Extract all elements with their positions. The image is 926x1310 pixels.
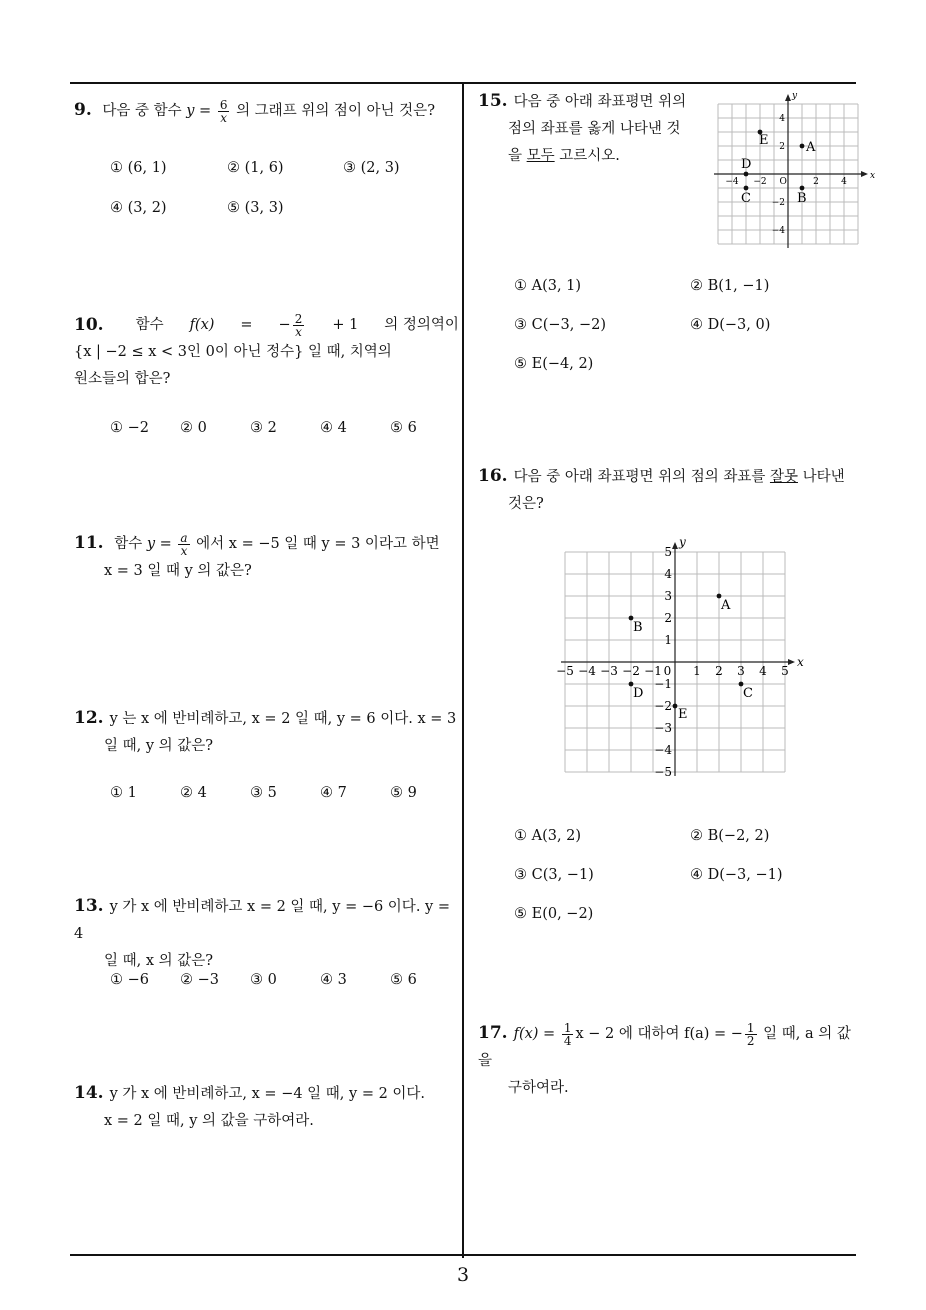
- question-10: 10. 함수 f(x) = − $\frac{2}{x}$ + 1 의 정의역이 {x | −2 ≤ x < 3인 0이 아닌 정수} 일 때, 치역의 원소들의 합은?: [74, 311, 459, 387]
- question-11: 11. 함수 y = $\frac{a}{x}$ 에서 x = −5 일 때 y = 3 이라고 하면 x = 3 일 때 y 의 값은?: [74, 530, 440, 579]
- choice-1[interactable]: ① −2: [110, 420, 149, 436]
- origin-label: O: [779, 177, 787, 187]
- coordinate-plane-15: [706, 91, 876, 247]
- y-tick-label: −2: [654, 699, 672, 714]
- x-tick-label: 3: [737, 664, 745, 678]
- question-number: 10.: [74, 315, 104, 335]
- x-tick-label: 1: [693, 664, 701, 678]
- choice-4[interactable]: ④ D(−3, 0): [690, 317, 771, 333]
- x-axis-arrow: [861, 171, 868, 177]
- y-axis-label: y: [792, 91, 798, 101]
- question-number: 9.: [74, 100, 92, 120]
- fraction: $\frac{2}{x}$: [294, 311, 303, 339]
- choice-2[interactable]: ② 0: [180, 420, 207, 436]
- choice-2[interactable]: ② −3: [180, 972, 219, 988]
- x-tick-label: 4: [841, 177, 847, 187]
- choice-4[interactable]: ④ 4: [320, 420, 347, 436]
- question-13: 13. y 가 x 에 반비례하고 x = 2 일 때, y = −6 이다. y = 4 일 때, x 의 값은?: [74, 896, 450, 969]
- choice-5[interactable]: ⑤ E(−4, 2): [514, 356, 594, 372]
- x-tick-label: −5: [556, 664, 574, 678]
- y-tick-label: −5: [654, 765, 672, 780]
- question-number: 14.: [74, 1083, 104, 1103]
- coordinate-plane-16: [558, 528, 814, 778]
- y-tick-label: −1: [654, 677, 672, 692]
- choice-3[interactable]: ③ C(3, −1): [514, 867, 594, 883]
- choice-5[interactable]: ⑤ 6: [390, 972, 417, 988]
- x-tick-label: −2: [753, 177, 767, 187]
- choice-3[interactable]: ③ C(−3, −2): [514, 317, 606, 333]
- point-label-e: E: [759, 133, 769, 148]
- choice-1[interactable]: ① −6: [110, 972, 149, 988]
- x-axis-arrow: [788, 659, 795, 665]
- choice-5[interactable]: ⑤ (3, 3): [227, 200, 284, 216]
- choice-3[interactable]: ③ 0: [250, 972, 277, 988]
- x-tick-label: 5: [781, 664, 789, 678]
- choice-5[interactable]: ⑤ 6: [390, 420, 417, 436]
- question-9: 9. 다음 중 함수 y = $\frac{6}{x}$ 의 그래프 위의 점이 아닌 것은?: [74, 97, 435, 125]
- y-tick-label: −4: [654, 743, 672, 758]
- question-12: 12. y 는 x 에 반비례하고, x = 2 일 때, y = 6 이다. x = 3 일 때, y 의 값은?: [74, 708, 457, 754]
- x-tick-label: 4: [759, 664, 767, 678]
- question-number: 12.: [74, 708, 104, 728]
- column-divider: [462, 82, 464, 1258]
- x-axis-label: x: [870, 171, 876, 181]
- fraction: $\frac{6}{x}$: [219, 97, 228, 125]
- question-14: 14. y 가 x 에 반비례하고, x = −4 일 때, y = 2 이다. x = 2 일 때, y 의 값을 구하여라.: [74, 1083, 426, 1129]
- choice-1[interactable]: ① A(3, 2): [514, 828, 582, 844]
- question-number: 15.: [478, 91, 508, 111]
- emphasis-underline: 모두: [526, 148, 555, 164]
- y-tick-label: −3: [654, 721, 672, 736]
- question-16: 16. 다음 중 아래 좌표평면 위의 점의 좌표를 잘못 나타낸 것은?: [478, 466, 845, 512]
- x-tick-label: −4: [578, 664, 596, 678]
- choice-1[interactable]: ① A(3, 1): [514, 278, 582, 294]
- choice-5[interactable]: ⑤ 9: [390, 785, 417, 801]
- fraction: $\frac{1}{2}$: [746, 1020, 755, 1048]
- choice-5[interactable]: ⑤ E(0, −2): [514, 906, 594, 922]
- fraction: $\frac{1}{4}$: [563, 1020, 572, 1048]
- choice-4[interactable]: ④ 3: [320, 972, 347, 988]
- x-tick-label: 2: [813, 177, 819, 187]
- point-d: [744, 172, 749, 177]
- question-number: 16.: [478, 466, 508, 486]
- choice-2[interactable]: ② (1, 6): [227, 160, 284, 176]
- y-tick-label: 2: [664, 611, 672, 626]
- x-tick-label: −4: [725, 177, 739, 187]
- origin-label: 0: [663, 664, 672, 678]
- point-label-c: C: [741, 191, 751, 206]
- question-17: 17. f(x) = $\frac{1}{4}$ x − 2 에 대하여 f(a) = − $\frac{1}{2}$ 일 때, a 의 값을 구하여라.: [478, 1020, 851, 1096]
- y-tick-label: 2: [779, 142, 785, 153]
- x-tick-label: −1: [644, 664, 662, 678]
- y-tick-label: 4: [664, 567, 672, 582]
- choice-2[interactable]: ② B(1, −1): [690, 278, 770, 294]
- choice-4[interactable]: ④ (3, 2): [110, 200, 167, 216]
- x-tick-label: −2: [622, 664, 640, 678]
- question-15: 15. 다음 중 아래 좌표평면 위의 점의 좌표를 옳게 나타낸 것 을 모두 고르시오.: [478, 91, 687, 164]
- y-axis-arrow: [785, 94, 791, 101]
- choice-3[interactable]: ③ 2: [250, 420, 277, 436]
- question-number: 17.: [478, 1023, 508, 1043]
- choice-1[interactable]: ① (6, 1): [110, 160, 167, 176]
- choice-2[interactable]: ② B(−2, 2): [690, 828, 770, 844]
- y-tick-label: −2: [771, 198, 785, 209]
- point-label-a: A: [721, 598, 731, 613]
- choice-3[interactable]: ③ (2, 3): [343, 160, 400, 176]
- emphasis-underline: 잘못: [769, 469, 798, 485]
- fraction: $\frac{a}{x}$: [180, 530, 188, 558]
- choice-4[interactable]: ④ D(−3, −1): [690, 867, 783, 883]
- question-number: 11.: [74, 533, 104, 553]
- choice-1[interactable]: ① 1: [110, 785, 137, 801]
- point-label-b: B: [633, 620, 643, 635]
- y-tick-label: 5: [664, 545, 672, 560]
- choice-4[interactable]: ④ 7: [320, 785, 347, 801]
- y-tick-label: 3: [664, 589, 672, 604]
- point-label-c: C: [743, 686, 753, 701]
- point-label-d: D: [633, 686, 644, 701]
- x-axis-label: x: [797, 655, 804, 669]
- y-tick-label: 1: [664, 633, 672, 648]
- point-b: [800, 186, 805, 191]
- page-number: 3: [456, 1264, 470, 1286]
- x-tick-label: 2: [715, 664, 723, 678]
- question-number: 13.: [74, 896, 104, 916]
- y-axis-arrow: [672, 542, 678, 549]
- point-e: [673, 704, 678, 709]
- point-label-a: A: [806, 140, 816, 155]
- point-c: [744, 186, 749, 191]
- point-label-e: E: [678, 707, 688, 722]
- point-label-b: B: [797, 191, 807, 206]
- choice-2[interactable]: ② 4: [180, 785, 207, 801]
- point-label-d: D: [741, 157, 752, 172]
- x-tick-label: −3: [600, 664, 618, 678]
- y-tick-label: −4: [771, 226, 785, 237]
- point-a: [800, 144, 805, 149]
- y-axis-label: y: [679, 535, 686, 549]
- choice-3[interactable]: ③ 5: [250, 785, 277, 801]
- y-tick-label: 4: [779, 114, 785, 125]
